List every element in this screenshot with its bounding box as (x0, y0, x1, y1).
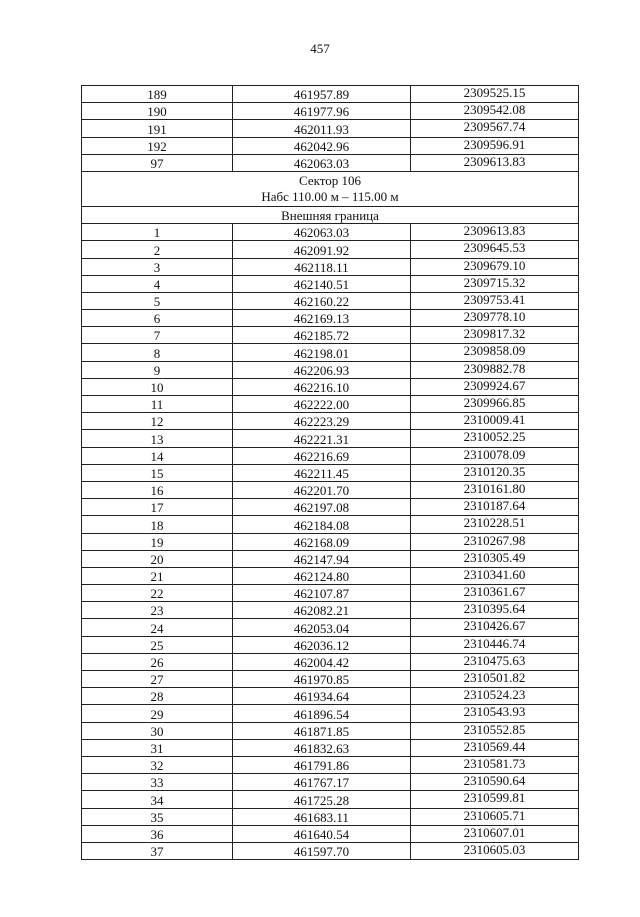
page-number: 457 (310, 41, 330, 56)
point-number-cell: 36 (82, 825, 233, 842)
x-coordinate-cell: 462147.94 (233, 550, 411, 567)
x-coordinate-cell: 462223.29 (233, 413, 411, 430)
table-row (82, 602, 579, 619)
x-coordinate-cell: 461767.17 (233, 774, 411, 791)
table-row (82, 739, 579, 756)
point-number-cell: 19 (82, 533, 233, 550)
x-coordinate-cell: 461970.85 (233, 671, 411, 688)
table-row (82, 86, 579, 103)
point-number-cell: 13 (82, 430, 233, 447)
point-number-cell: 27 (82, 671, 233, 688)
x-coordinate-cell: 461934.64 (233, 688, 411, 705)
table-row (82, 756, 579, 773)
point-number-cell: 28 (82, 688, 233, 705)
y-coordinate-cell: 2310569.44 (411, 739, 579, 756)
sector-height-range: Набс 110.00 м – 115.00 м (261, 188, 399, 204)
x-coordinate-cell: 462198.01 (233, 344, 411, 361)
y-coordinate-cell: 2310120.35 (411, 464, 579, 481)
point-number-cell: 26 (82, 653, 233, 670)
x-coordinate-cell: 462197.08 (233, 499, 411, 516)
point-number-cell: 2 (82, 241, 233, 258)
y-coordinate-cell: 2309882.78 (411, 361, 579, 378)
x-coordinate-cell: 462082.21 (233, 602, 411, 619)
table-row (82, 378, 579, 395)
y-coordinate-cell: 2310395.64 (411, 602, 579, 619)
y-coordinate-cell: 2310161.80 (411, 481, 579, 498)
table-row (82, 688, 579, 705)
table-row (82, 567, 579, 584)
table-row (82, 396, 579, 413)
y-coordinate-cell: 2309613.83 (411, 154, 579, 171)
x-coordinate-cell: 461597.70 (233, 842, 411, 859)
table-row (82, 258, 579, 275)
point-number-cell: 15 (82, 464, 233, 481)
table-row (82, 310, 579, 327)
x-coordinate-cell: 461640.54 (233, 825, 411, 842)
x-coordinate-cell: 462004.42 (233, 653, 411, 670)
x-coordinate-cell: 462169.13 (233, 310, 411, 327)
table-row (82, 224, 579, 241)
x-coordinate-cell: 461832.63 (233, 739, 411, 756)
y-coordinate-cell: 2309542.08 (411, 103, 579, 120)
y-coordinate-cell: 2310552.85 (411, 722, 579, 739)
x-coordinate-cell: 462211.45 (233, 464, 411, 481)
y-coordinate-cell: 2310599.81 (411, 791, 579, 808)
table-row (82, 137, 579, 154)
boundary-label: Внешняя граница (82, 206, 579, 223)
y-coordinate-cell: 2310426.67 (411, 619, 579, 636)
y-coordinate-cell: 2309778.10 (411, 310, 579, 327)
table-row (82, 533, 579, 550)
y-coordinate-cell: 2309924.67 (411, 378, 579, 395)
table-row (82, 808, 579, 825)
point-number-cell: 10 (82, 378, 233, 395)
x-coordinate-cell: 462185.72 (233, 327, 411, 344)
point-number-cell: 192 (82, 137, 233, 154)
x-coordinate-cell: 462124.80 (233, 567, 411, 584)
x-coordinate-cell: 461871.85 (233, 722, 411, 739)
table-row (82, 774, 579, 791)
y-coordinate-cell: 2310607.01 (411, 825, 579, 842)
point-number-cell: 20 (82, 550, 233, 567)
point-number-cell: 3 (82, 258, 233, 275)
x-coordinate-cell: 462201.70 (233, 481, 411, 498)
point-number-cell: 190 (82, 103, 233, 120)
y-coordinate-cell: 2310590.64 (411, 774, 579, 791)
point-number-cell: 29 (82, 705, 233, 722)
y-coordinate-cell: 2310267.98 (411, 533, 579, 550)
y-coordinate-cell: 2310446.74 (411, 636, 579, 653)
y-coordinate-cell: 2310361.67 (411, 585, 579, 602)
sector-header-row (82, 171, 579, 206)
y-coordinate-cell: 2310581.73 (411, 756, 579, 773)
table-row (82, 825, 579, 842)
x-coordinate-cell: 462118.11 (233, 258, 411, 275)
y-coordinate-cell: 2310078.09 (411, 447, 579, 464)
y-coordinate-cell: 2310009.41 (411, 413, 579, 430)
y-coordinate-cell: 2310305.49 (411, 550, 579, 567)
x-coordinate-cell: 462140.51 (233, 275, 411, 292)
point-number-cell: 97 (82, 154, 233, 171)
table-row (82, 671, 579, 688)
point-number-cell: 9 (82, 361, 233, 378)
point-number-cell: 34 (82, 791, 233, 808)
table-row (82, 499, 579, 516)
table-row (82, 292, 579, 309)
table-row (82, 464, 579, 481)
point-number-cell: 16 (82, 481, 233, 498)
y-coordinate-cell: 2309645.53 (411, 241, 579, 258)
y-coordinate-cell: 2309679.10 (411, 258, 579, 275)
y-coordinate-cell: 2309567.74 (411, 120, 579, 137)
top-rows-group (82, 86, 579, 172)
point-number-cell: 4 (82, 275, 233, 292)
y-coordinate-cell: 2309753.41 (411, 292, 579, 309)
x-coordinate-cell: 461977.96 (233, 103, 411, 120)
x-coordinate-cell: 462222.00 (233, 396, 411, 413)
point-number-cell: 8 (82, 344, 233, 361)
table-row (82, 653, 579, 670)
table-row (82, 516, 579, 533)
y-coordinate-cell: 2310524.23 (411, 688, 579, 705)
point-number-cell: 33 (82, 774, 233, 791)
point-number-cell: 11 (82, 396, 233, 413)
sector-title: Сектор 106 (298, 172, 361, 188)
y-coordinate-cell: 2309613.83 (411, 224, 579, 241)
point-number-cell: 14 (82, 447, 233, 464)
boundary-row (82, 206, 579, 223)
point-number-cell: 24 (82, 619, 233, 636)
table-row (82, 361, 579, 378)
x-coordinate-cell: 461725.28 (233, 791, 411, 808)
point-number-cell: 17 (82, 499, 233, 516)
x-coordinate-cell: 462091.92 (233, 241, 411, 258)
point-number-cell: 21 (82, 567, 233, 584)
x-coordinate-cell: 462036.12 (233, 636, 411, 653)
y-coordinate-cell: 2310605.71 (411, 808, 579, 825)
point-number-cell: 31 (82, 739, 233, 756)
table-row (82, 722, 579, 739)
table-row (82, 619, 579, 636)
x-coordinate-cell: 462107.87 (233, 585, 411, 602)
x-coordinate-cell: 461896.54 (233, 705, 411, 722)
y-coordinate-cell: 2309817.32 (411, 327, 579, 344)
x-coordinate-cell: 462063.03 (233, 154, 411, 171)
table-row (82, 154, 579, 171)
y-coordinate-cell: 2310475.63 (411, 653, 579, 670)
point-number-cell: 12 (82, 413, 233, 430)
y-coordinate-cell: 2310052.25 (411, 430, 579, 447)
table-row (82, 481, 579, 498)
point-number-cell: 32 (82, 756, 233, 773)
point-number-cell: 23 (82, 602, 233, 619)
x-coordinate-cell: 462160.22 (233, 292, 411, 309)
x-coordinate-cell: 462216.10 (233, 378, 411, 395)
x-coordinate-cell: 462063.03 (233, 224, 411, 241)
sector-header-cell (82, 171, 579, 206)
table-row (82, 705, 579, 722)
table-row (82, 120, 579, 137)
table-row (82, 327, 579, 344)
point-number-cell: 35 (82, 808, 233, 825)
x-coordinate-cell: 462216.69 (233, 447, 411, 464)
table-row (82, 430, 579, 447)
table-row (82, 344, 579, 361)
y-coordinate-cell: 2309525.15 (411, 86, 579, 103)
table-row (82, 447, 579, 464)
x-coordinate-cell: 462221.31 (233, 430, 411, 447)
y-coordinate-cell: 2310341.60 (411, 567, 579, 584)
x-coordinate-cell: 462011.93 (233, 120, 411, 137)
point-number-cell: 6 (82, 310, 233, 327)
y-coordinate-cell: 2310543.93 (411, 705, 579, 722)
point-number-cell: 37 (82, 842, 233, 859)
table-row (82, 842, 579, 859)
y-coordinate-cell: 2310501.82 (411, 671, 579, 688)
sector-header-group (82, 171, 579, 223)
x-coordinate-cell: 462184.08 (233, 516, 411, 533)
table-row (82, 275, 579, 292)
y-coordinate-cell: 2310187.64 (411, 499, 579, 516)
x-coordinate-cell: 462168.09 (233, 533, 411, 550)
table-row (82, 550, 579, 567)
table-row (82, 103, 579, 120)
y-coordinate-cell: 2309596.91 (411, 137, 579, 154)
y-coordinate-cell: 2309715.32 (411, 275, 579, 292)
table-row (82, 791, 579, 808)
y-coordinate-cell: 2310228.51 (411, 516, 579, 533)
point-number-cell: 5 (82, 292, 233, 309)
y-coordinate-cell: 2309858.09 (411, 344, 579, 361)
x-coordinate-cell: 462053.04 (233, 619, 411, 636)
x-coordinate-cell: 462042.96 (233, 137, 411, 154)
point-number-cell: 25 (82, 636, 233, 653)
point-number-cell: 191 (82, 120, 233, 137)
coordinates-table (81, 85, 579, 860)
main-rows-group (82, 224, 579, 860)
x-coordinate-cell: 461791.86 (233, 756, 411, 773)
point-number-cell: 22 (82, 585, 233, 602)
table-row (82, 585, 579, 602)
point-number-cell: 18 (82, 516, 233, 533)
point-number-cell: 7 (82, 327, 233, 344)
point-number-cell: 189 (82, 86, 233, 103)
point-number-cell: 1 (82, 224, 233, 241)
table-row (82, 241, 579, 258)
y-coordinate-cell: 2309966.85 (411, 396, 579, 413)
x-coordinate-cell: 462206.93 (233, 361, 411, 378)
y-coordinate-cell: 2310605.03 (411, 842, 579, 859)
x-coordinate-cell: 461957.89 (233, 86, 411, 103)
table-row (82, 636, 579, 653)
table-row (82, 413, 579, 430)
point-number-cell: 30 (82, 722, 233, 739)
x-coordinate-cell: 461683.11 (233, 808, 411, 825)
